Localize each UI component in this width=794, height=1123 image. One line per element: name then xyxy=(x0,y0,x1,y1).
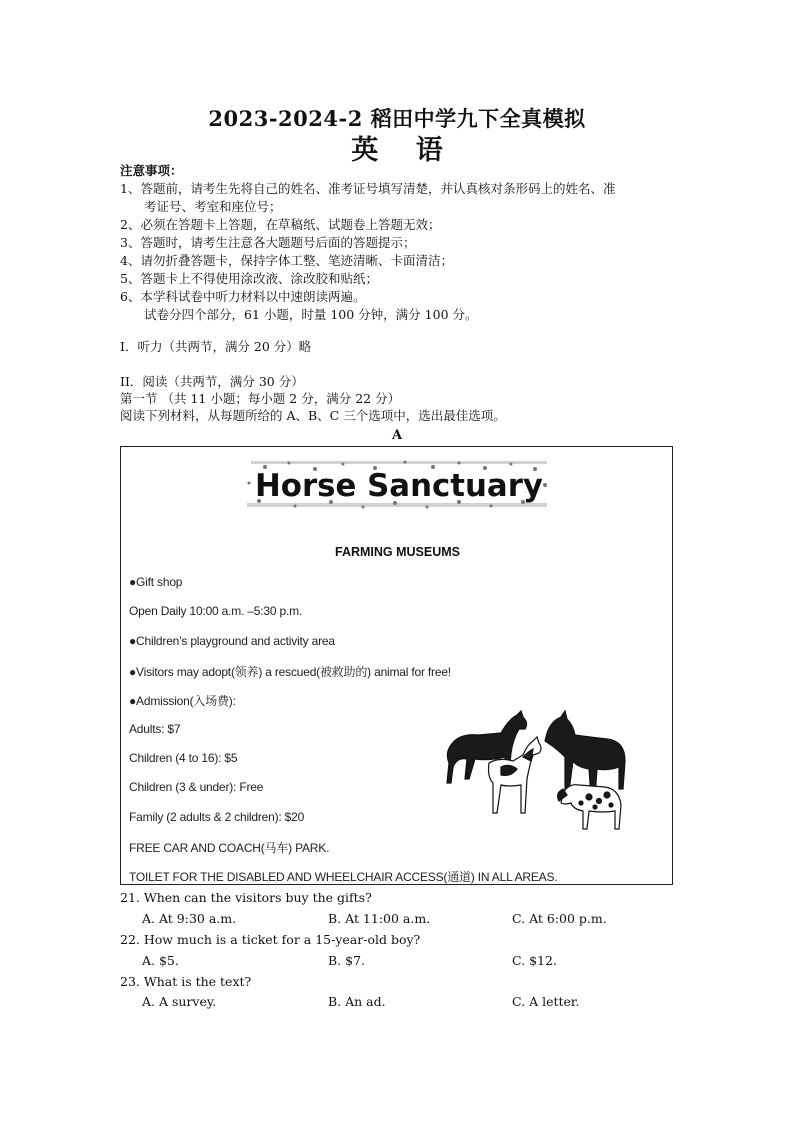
ad-line: ●Visitors may adopt(领养) a rescued(被救助的) animal for free! xyxy=(129,665,451,679)
ad-line: ●Children’s playground and activity area xyxy=(129,634,335,648)
horse-sanctuary-banner xyxy=(245,455,553,513)
note-line: 4、请勿折叠答题卡，保持字体工整、笔迹清晰、卡面清洁； xyxy=(120,253,453,268)
question-21: 21. When can the visitors buy the gifts? xyxy=(120,890,372,905)
option-22-a: A. $5. xyxy=(142,953,179,968)
horses-illustration xyxy=(439,705,635,835)
option-21-b: B. At 11:00 a.m. xyxy=(328,911,431,926)
question-23: 23. What is the text? xyxy=(120,974,252,989)
option-21-c: C. At 6:00 p.m. xyxy=(512,911,607,926)
ad-line: ●Gift shop xyxy=(129,575,183,589)
question-22: 22. How much is a ticket for a 15-year-old boy? xyxy=(120,932,421,947)
section-part1: 第一节 （共 11 小题；每小题 2 分，满分 22 分） xyxy=(120,391,401,406)
note-line: 1、答题前，请考生先将自己的姓名、准考证号填写清楚，并认真核对条形码上的姓名、准 xyxy=(120,181,616,196)
ad-line: FREE CAR AND COACH(马车) PARK. xyxy=(129,841,330,855)
ad-heading: FARMING MUSEUMS xyxy=(335,545,460,559)
ad-line: Family (2 adults & 2 children): $20 xyxy=(129,810,305,824)
section-reading: II．阅读（共两节，满分 30 分） xyxy=(120,374,304,389)
ad-line: Adults: $7 xyxy=(129,722,181,736)
ad-line: TOILET FOR THE DISABLED AND WHEELCHAIR ACCESS(通道) IN ALL AREAS. xyxy=(129,870,558,884)
ad-box xyxy=(120,446,673,885)
notes-block xyxy=(120,162,680,324)
notes-heading: 注意事项： xyxy=(120,163,183,178)
subject-title: 英 语 xyxy=(351,135,443,166)
passage-label: A xyxy=(391,428,403,443)
note-line: 2、必须在答题卡上答题，在草稿纸、试题卷上答题无效； xyxy=(120,217,441,232)
ad-line: Children (3 & under): Free xyxy=(129,780,264,794)
note-line: 5、答题卡上不得使用涂改液、涂改胶和贴纸； xyxy=(120,271,378,286)
ad-line: ●Admission(入场费): xyxy=(129,694,236,708)
note-line: 3、答题时，请考生注意各大题题号后面的答题提示； xyxy=(120,235,416,250)
exam-title: 2023-2024-2 稻田中学九下全真模拟 xyxy=(208,106,586,131)
option-22-b: B. $7. xyxy=(328,953,366,968)
option-23-b: B. An ad. xyxy=(328,994,386,1009)
option-23-a: A. A survey. xyxy=(142,994,217,1009)
section-instruction: 阅读下列材料，从每题所给的 A、B、C 三个选项中，选出最佳选项。 xyxy=(120,408,506,423)
note-line: 考证号、考室和座位号； xyxy=(144,199,282,214)
option-23-c: C. A letter. xyxy=(512,994,580,1009)
ad-line: Open Daily 10:00 a.m. –5:30 p.m. xyxy=(129,604,303,618)
note-line: 6、本学科试卷中听力材料以中速朗读两遍。 xyxy=(120,289,366,304)
note-line: 试卷分四个部分，61 小题，时量 100 分钟，满分 100 分。 xyxy=(144,307,478,322)
ad-line: Children (4 to 16): $5 xyxy=(129,751,238,765)
section-listening: I．听力（共两节，满分 20 分）略 xyxy=(120,339,312,354)
option-22-c: C. $12. xyxy=(512,953,557,968)
option-21-a: A. At 9:30 a.m. xyxy=(142,911,237,926)
banner-text: Horse Sanctuary xyxy=(255,468,543,504)
